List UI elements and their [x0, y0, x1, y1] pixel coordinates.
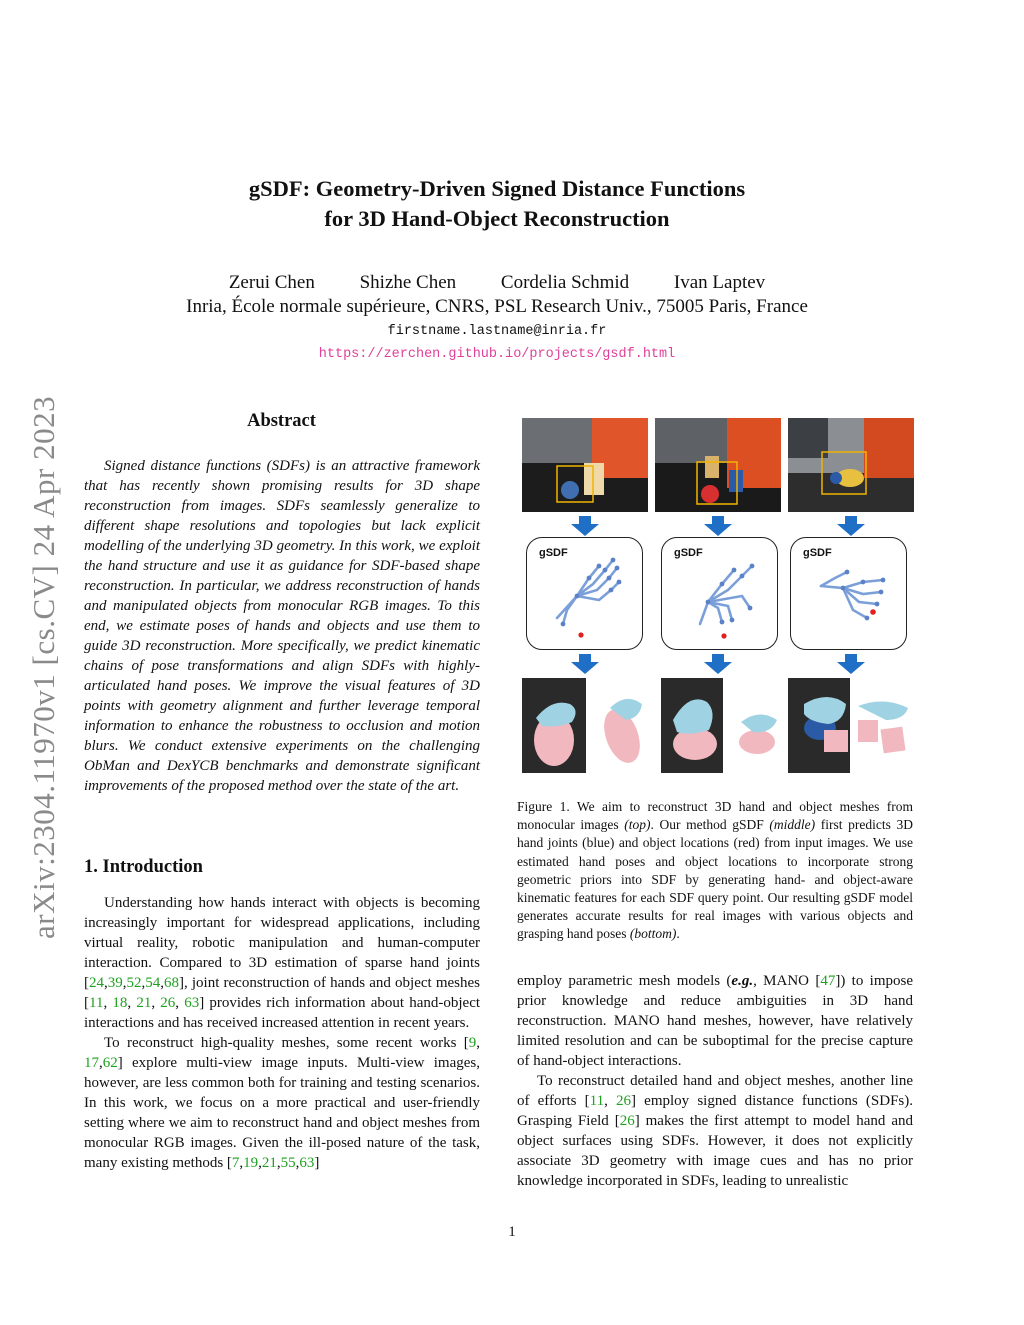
down-arrow-icon [571, 516, 599, 536]
arxiv-stamp-text: arXiv:2304.11970v1 [cs.CV] 24 Apr 2023 [26, 395, 61, 939]
input-photo-3 [788, 418, 914, 512]
page-number: 1 [508, 1224, 516, 1240]
author-list [150, 272, 844, 294]
text-run: Figure 1. We aim to reconstruct 3D hand and object meshes from monocular images [517, 799, 913, 833]
text-run: ]) to impose prior knowledge and reduce ambiguities in 3D hand reconstruction. MANO hand meshes, however, have relatively limited resolution and can be suboptimal for the precise capture of hand-object interactions. [517, 973, 913, 1069]
author-name: Shizhe Chen [359, 272, 457, 293]
citation-link[interactable]: 39 [107, 975, 123, 991]
citation-link[interactable]: 62 [102, 1055, 118, 1071]
citation-link[interactable]: 54 [145, 975, 161, 991]
text-run: employ parametric mesh models ( [517, 973, 732, 989]
left-column-body [84, 893, 480, 1173]
citation-link[interactable]: 21 [261, 1155, 277, 1171]
citation-link[interactable]: 11 [89, 995, 104, 1011]
citation-link[interactable]: 63 [299, 1155, 315, 1171]
citation-link[interactable]: 47 [820, 973, 836, 989]
text-run: ] provides rich information about hand-object interactions and has received increased attention in recent years. [84, 995, 481, 1031]
citation-link[interactable]: 19 [243, 1155, 259, 1171]
text-run: , MANO [ [753, 973, 821, 989]
affiliation: Inria, École normale supérieure, CNRS, PSL Research Univ., 75005 Paris, France [186, 296, 808, 317]
down-arrow-icon [837, 654, 865, 674]
author-name: Cordelia Schmid [500, 272, 630, 293]
reconstruction-result-2 [661, 678, 787, 773]
citation-link[interactable]: 17 [84, 1055, 99, 1071]
down-arrow-icon [571, 654, 599, 674]
citation-link[interactable]: 9 [468, 1035, 477, 1051]
text-run: To reconstruct detailed hand and object meshes, another line of efforts [ [517, 1073, 913, 1109]
gsdf-prediction-panel [661, 537, 778, 650]
author-name: Ivan Laptev [673, 272, 766, 293]
gsdf-panel-label: gSDF [539, 547, 568, 559]
abstract-heading: Abstract [247, 411, 316, 431]
down-arrow-icon [704, 516, 732, 536]
citation-link[interactable]: 55 [280, 1155, 296, 1171]
down-arrow-icon [704, 654, 732, 674]
right-paragraph-2: To reconstruct detailed hand and object meshes, another line of efforts [11, 26] employ signed distance functions (SDFs). Grasping Field [26] makes the first attempt to model hand and object surfaces using SDFs. However, it does not explicitly associate 3D geometry with image cues and has no prior knowledge incorporated in SDFs, leading to unrealistic [517, 1073, 913, 1189]
citation-link[interactable]: 63 [184, 995, 200, 1011]
text-run: . Our method gSDF [650, 817, 770, 833]
text-run: ] [314, 1155, 320, 1171]
gsdf-prediction-panel [790, 537, 907, 650]
right-column-body [517, 971, 913, 1191]
citation-link[interactable]: 7 [231, 1155, 240, 1171]
input-photo-1 [522, 418, 648, 512]
text-run: (top) [624, 817, 651, 833]
gsdf-prediction-panel [526, 537, 643, 650]
citation-link[interactable]: 26 [619, 1113, 635, 1129]
citation-link[interactable]: 24 [89, 975, 104, 991]
intro-paragraph-2: To reconstruct high-quality meshes, some recent works [9, 17,62] explore multi-view image inputs. Multi-view images, however, are less common both for training and testing scenarios. In this work, we focus on a more practical and user-friendly setting where we aim to reconstruct hand and object meshes from monocular RGB images. Given the ill-posed nature of the task, many existing methods [7,19,21,55,63] [84, 1035, 480, 1171]
text-run: ], joint reconstruction of hands and object meshes [ [84, 975, 480, 1011]
text-run: (bottom) [629, 926, 677, 942]
right-paragraph-1 [517, 971, 913, 1071]
text-run: first predicts 3D hand joints (blue) and object locations (red) from input images. We use estimated hand poses and object locations to incorporate strong geometric priors into SDF by generating hand- and object-aware kinematic features for each SDF query point. Our resulting gSDF model generates accurate results for real images with various objects and grasping hand poses [517, 817, 913, 942]
citation-link[interactable]: 52 [126, 975, 142, 991]
text-run: To reconstruct high-quality meshes, some recent works [ [104, 1035, 469, 1051]
citation-link[interactable]: 18 [112, 995, 128, 1011]
paper-title-line-2: for 3D Hand-Object Reconstruction [324, 206, 670, 231]
author-name: Zerui Chen [228, 272, 315, 293]
section-heading-introduction: 1. Introduction [84, 857, 203, 877]
citation-link[interactable]: 21 [136, 995, 152, 1011]
project-url-link[interactable]: https://zerchen.github.io/projects/gsdf.html [318, 347, 676, 362]
arxiv-stamp [24, 345, 64, 945]
citation-link[interactable]: 11 [589, 1093, 605, 1109]
text-run: ] makes the first attempt to model hand and object surfaces using SDFs. However, it does not explicitly associate 3D geometry with image cues and has no prior knowledge incorporated in SDFs, leading to unrealistic [517, 1113, 913, 1189]
text-run: Understanding how hands interact with objects is becoming increasingly important for widespread applications, including virtual reality, robotic manipulation and human-computer interaction. Compared to 3D estimation of sparse hand joints [ [84, 895, 480, 991]
abstract-text: Signed distance functions (SDFs) is an attractive framework that has recently shown promising results for 3D shape reconstruction from images. SDFs seamlessly generalize to different shape resolutions and topologies but lack explicit modelling of the underlying 3D geometry. In this work, we exploit the hand structure and use it as guidance for SDF-based shape reconstruction. In particular, we address reconstruction of hands and manipulated objects from monocular RGB images. To this end, we estimate poses of hands and objects and use them to guide 3D reconstruction. More specifically, we predict kinematic chains of pose transformations and align SDFs with highly-articulated hand poses. We improve the visual features of 3D points with geometry alignment and further leverage temporal information to enhance the robustness to occlusion and motion blurs. We conduct extensive experiments on the challenging ObMan and DexYCB benchmarks and demonstrate significant improvements of the proposed method over the state of the art. [84, 458, 480, 794]
input-photo-2 [655, 418, 781, 512]
figure-1 [522, 418, 914, 778]
text-run: (middle) [769, 817, 816, 833]
text-run: ] explore multi-view image inputs. Multi-view images, however, are less common both for training and testing scenarios. In this work, we focus on a more practical and user-friendly setting where we aim to reconstruct hand and object meshes from monocular RGB images. Given the ill-posed nature of the task, many existing methods [ [84, 1055, 480, 1171]
reconstruction-result-1 [522, 678, 648, 773]
text-run: . [676, 926, 680, 942]
paper-title-line-1: gSDF: Geometry-Driven Signed Distance Functions [248, 176, 746, 201]
figure-1-caption [517, 798, 913, 944]
citation-link[interactable]: 26 [616, 1093, 632, 1109]
intro-paragraph-1: Understanding how hands interact with objects is becoming increasingly important for widespread applications, including virtual reality, robotic manipulation and human-computer interaction. Compared to 3D estimation of sparse hand joints [24,39,52,54,68], joint reconstruction of hands and object meshes [11, 18, 21, 26, 63] provides rich information about hand-object interactions and has received increased attention in recent years. [84, 895, 481, 1031]
email-address: firstname.lastname@inria.fr [387, 324, 607, 339]
down-arrow-icon [837, 516, 865, 536]
gsdf-panel-label: gSDF [674, 547, 703, 559]
text-run: e.g. [731, 973, 754, 989]
text-run: ] employ signed distance functions (SDFs). Grasping Field [ [517, 1093, 913, 1129]
citation-link[interactable]: 68 [164, 975, 179, 991]
reconstruction-result-3 [788, 678, 914, 773]
gsdf-panel-label: gSDF [803, 547, 832, 559]
citation-link[interactable]: 26 [160, 995, 176, 1011]
